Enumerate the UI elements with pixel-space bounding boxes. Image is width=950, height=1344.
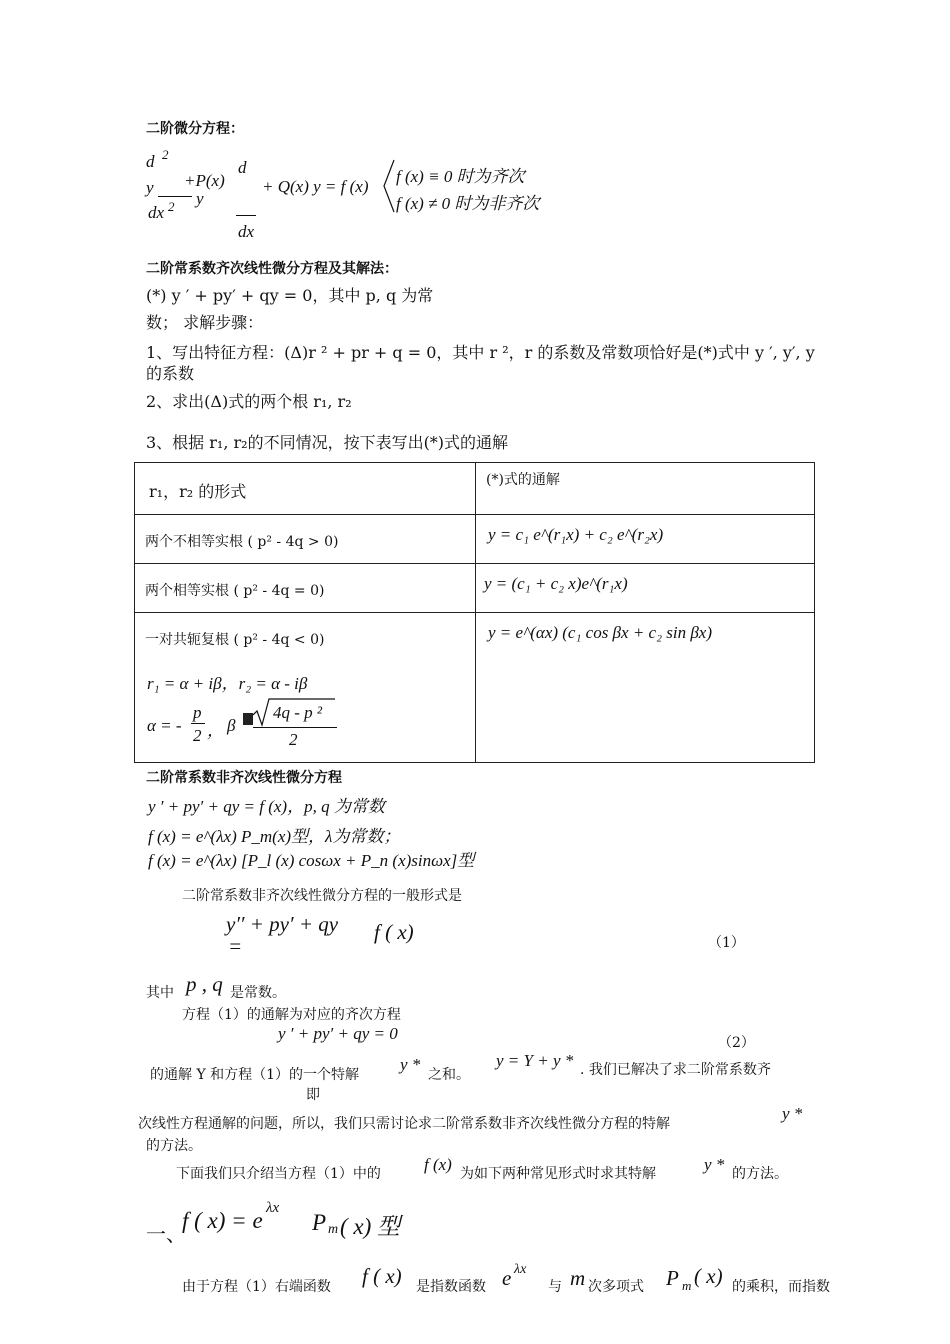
alpha-denominator: 2 (193, 726, 202, 745)
solution-complex: y = e^(αx) (c₁ cos βx + c₂ sin βx) (488, 623, 713, 642)
row-distinct-real: 两个不相等实根 ( p² - 4q > 0) (145, 534, 339, 550)
step-1: 1、写出特征方程：(Δ)r ² + pr + q = 0，其中 r ²，r 的系数及常数项恰好是(*)式中 y ′, y′, y (146, 343, 815, 362)
row-equal-real: 两个相等实根 ( p² - 4q = 0) (145, 583, 325, 599)
form-2: f (x) = e^(λx) [P_l (x) cosωx + P_n (x)sinωx]型 (148, 851, 475, 870)
beta-symbol: β (227, 716, 236, 735)
table-row (135, 515, 815, 564)
equation-1-number: （1） (708, 935, 745, 951)
solution-equal-real: y = (c₁ + c₂ x)e^(r₁x) (484, 574, 628, 593)
equation-2: y ′ + py′ + qy = 0 (278, 1024, 398, 1043)
equation-1-rhs: f ( x) (374, 920, 414, 944)
solution-steps-label: 数； 求解步骤： (146, 313, 264, 332)
beta-denominator: 2 (289, 730, 298, 749)
table-header-row (135, 463, 815, 515)
step-3: 3、根据 r₁, r₂的不同情况，按下表写出(*)式的通解 (146, 433, 509, 452)
pq-symbols: p , q (186, 972, 223, 996)
solution-distinct-real: y = c₁ e^(r₁x) + c₂ e^(r₂x) (488, 525, 664, 544)
table-row (135, 564, 815, 613)
general-form-text: 二阶常系数非齐次线性微分方程的一般形式是 (182, 888, 462, 904)
alpha-numerator: p (193, 703, 202, 722)
heading-homogeneous: 二阶常系数齐次线性微分方程及其解法： (146, 261, 398, 277)
heading-second-order-ode: 二阶微分方程： (146, 121, 244, 137)
equation-1-lhs: y′′ + py′ + qy (226, 912, 339, 936)
particular-solution: y * (400, 1055, 421, 1074)
general-solution-formula: y = Y + y * (496, 1051, 574, 1070)
header-general-solution: (*)式的通解 (486, 472, 560, 488)
form-1: f (x) = e^(λx) P_m(x)型，λ为常数； (148, 827, 401, 846)
lock-icon (243, 713, 253, 725)
alpha-label: α = - (147, 716, 182, 735)
solution-table (134, 462, 815, 763)
homogeneous-equation: (*) y ′ + py′ + qy = 0，其中 p, q 为常 (146, 286, 434, 305)
row-complex: 一对共轭复根 ( p² - 4q < 0) (145, 632, 325, 648)
general-solution-text: 方程（1）的通解为对应的齐次方程 (182, 1007, 401, 1023)
left-angle-brace (382, 158, 396, 214)
equation-2-number: （2） (718, 1035, 755, 1051)
nonhomogeneous-equation: y ′ + py′ + qy = f (x)，p, q 为常数 (148, 797, 385, 816)
step-2: 2、求出(Δ)式的两个根 r₁, r₂ (146, 392, 352, 411)
step-1-cont: 的系数 (146, 364, 195, 383)
heading-nonhomogeneous: 二阶常系数非齐次线性微分方程 (146, 770, 342, 786)
header-root-form: r₁，r₂ 的形式 (149, 482, 247, 501)
complex-roots: r₁ = α + iβ，r₂ = α - iβ (147, 674, 308, 693)
table-row: 一对共轭复根 ( p² - 4q < 0) r₁ = α + iβ，r₂ = α - iβ α = - p 2 ， β 4q - p ² 2 y = e^(αx) (c₁ cos βx + c₂ sin βx) (135, 613, 815, 763)
equation-1-equals: = (228, 934, 243, 958)
sqrt-content: 4q - p ² (273, 703, 323, 722)
